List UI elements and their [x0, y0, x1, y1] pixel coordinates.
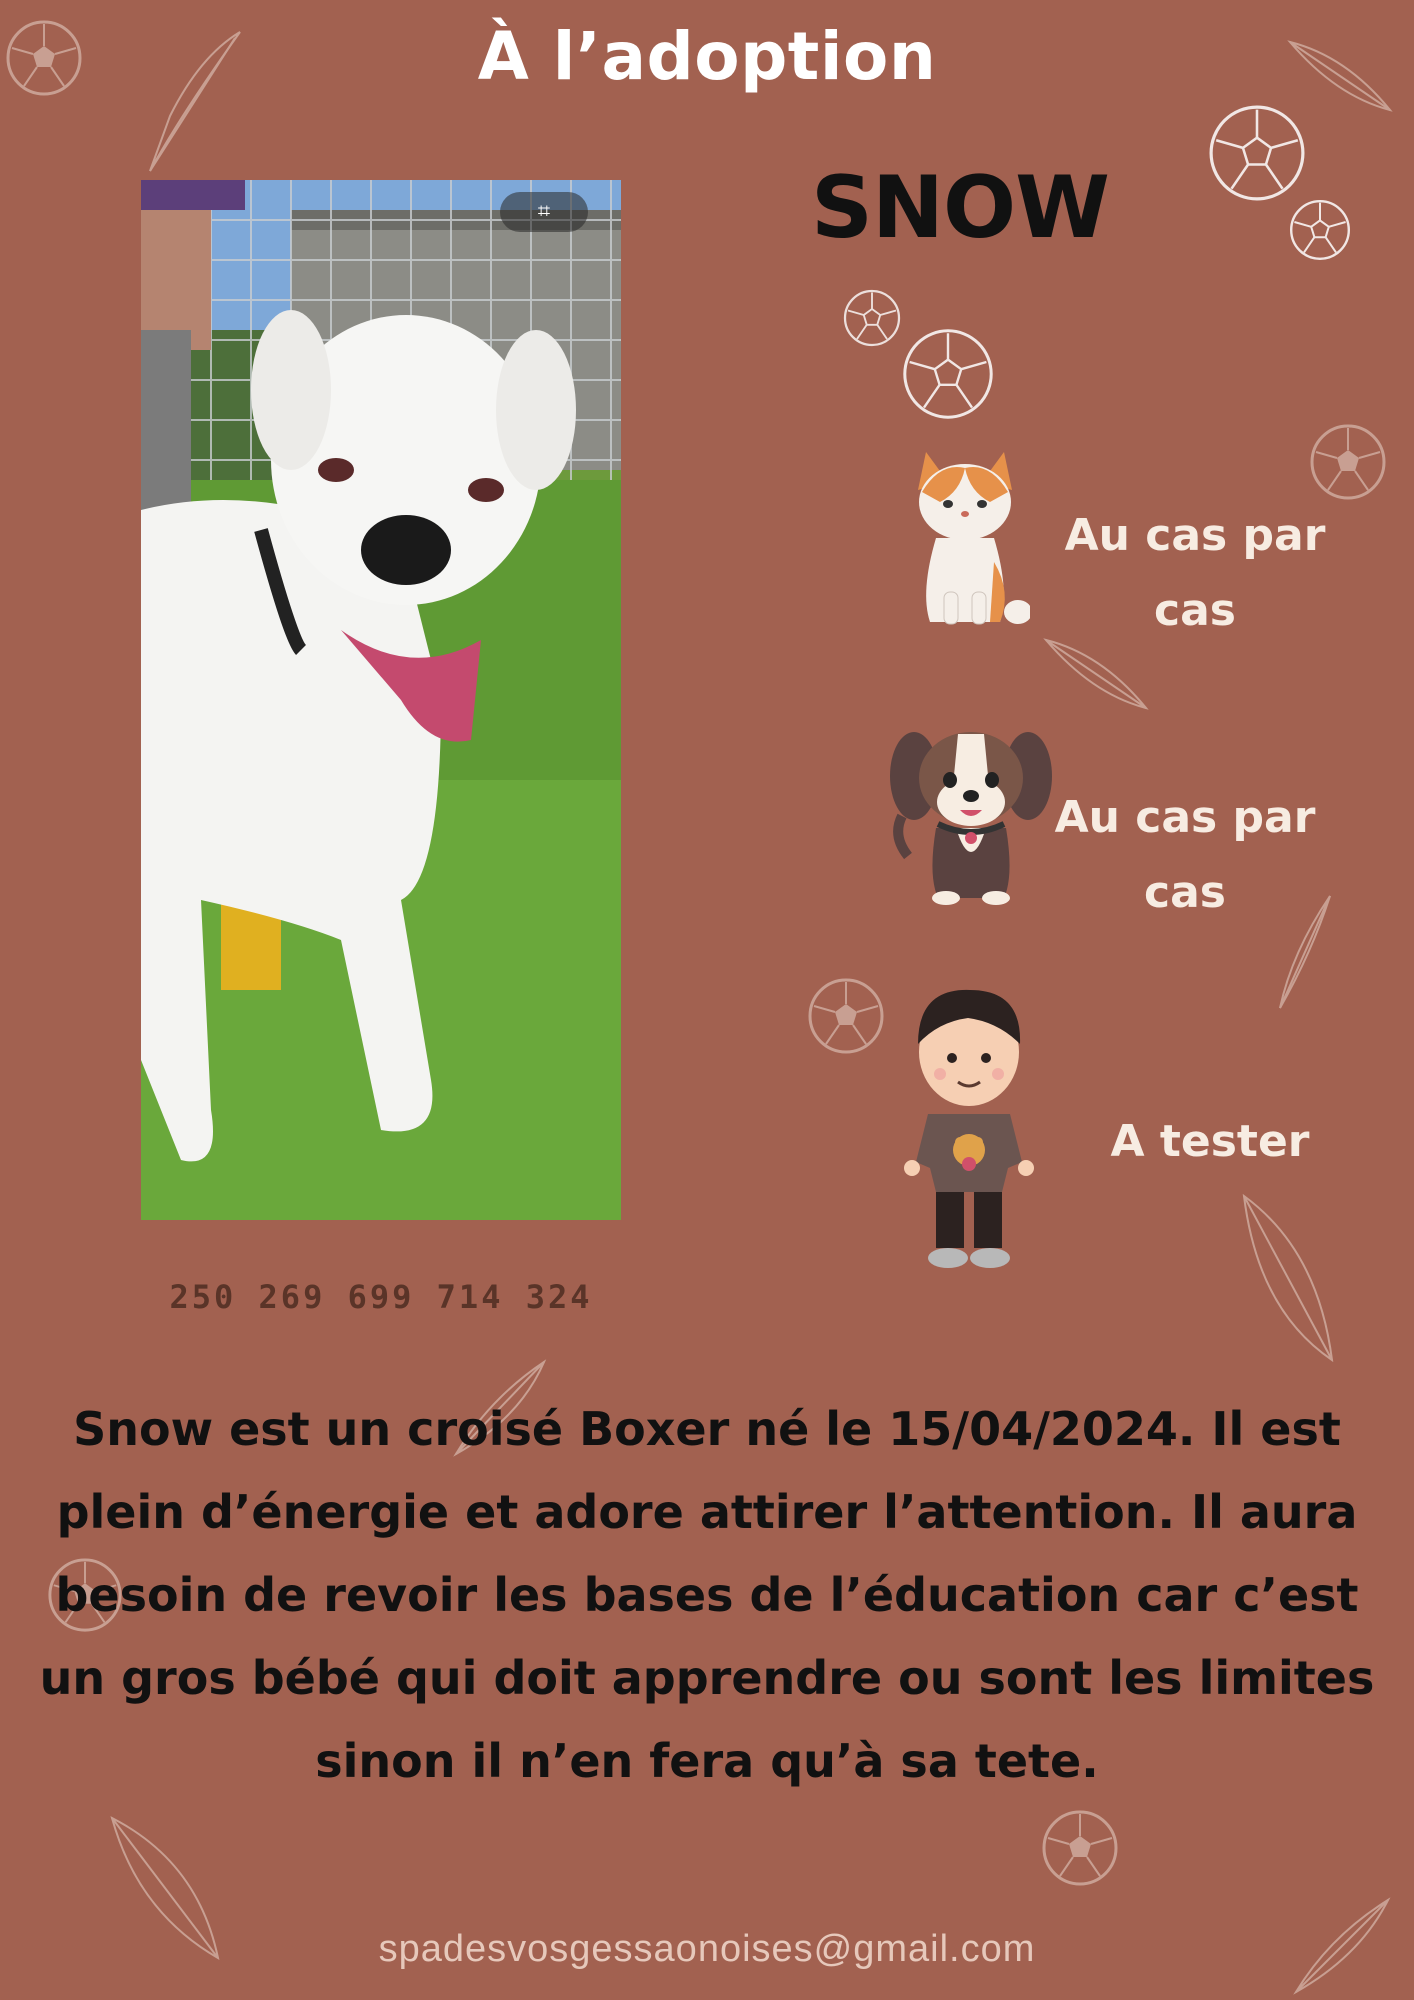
dog-photo: [141, 180, 621, 1220]
cat-compatibility-line2: cas: [1154, 585, 1236, 636]
cat-compatibility-label: [1050, 498, 1340, 648]
feather-icon: [1238, 1190, 1338, 1366]
description-line: Snow est un croisé Boxer né le 15/04/2024. Il est: [73, 1402, 1341, 1456]
soccer-ball-icon: [1308, 422, 1388, 502]
identification-number: 250 269 699 714 324: [169, 1278, 593, 1316]
child-icon: [898, 982, 1040, 1274]
animal-name: SNOW: [811, 158, 1109, 258]
soccer-ball-icon: [1288, 198, 1352, 262]
soccer-ball-icon: [806, 976, 886, 1056]
description-line: un gros bébé qui doit apprendre ou sont les limites: [39, 1651, 1375, 1705]
soccer-ball-icon: [900, 326, 996, 422]
description: [20, 1388, 1394, 1803]
soccer-ball-icon: [1040, 1808, 1120, 1888]
description-line: plein d’énergie et adore attirer l’attention. Il aura: [56, 1485, 1358, 1539]
description-line: sinon il n’en fera qu’à sa tete.: [315, 1734, 1099, 1788]
crop-icon[interactable]: ⌗: [500, 192, 588, 232]
dog-compatibility-label: [1040, 780, 1330, 930]
description-line: besoin de revoir les bases de l’éducation car c’est: [55, 1568, 1359, 1622]
contact-email[interactable]: spadesvosgessaonoises@gmail.com: [378, 1928, 1036, 1970]
dog-compatibility-line2: cas: [1144, 867, 1226, 918]
page-title: À l’adoption: [477, 18, 937, 95]
soccer-ball-icon: [1206, 102, 1308, 204]
child-compatibility-label: [1060, 1104, 1360, 1179]
child-compatibility-line1: A tester: [1110, 1116, 1310, 1167]
dog-compatibility-line1: Au cas par: [1054, 792, 1316, 843]
soccer-ball-icon: [842, 288, 902, 348]
cat-compatibility-line1: Au cas par: [1064, 510, 1326, 561]
cat-icon: [900, 442, 1030, 630]
dog-icon: [888, 716, 1054, 906]
